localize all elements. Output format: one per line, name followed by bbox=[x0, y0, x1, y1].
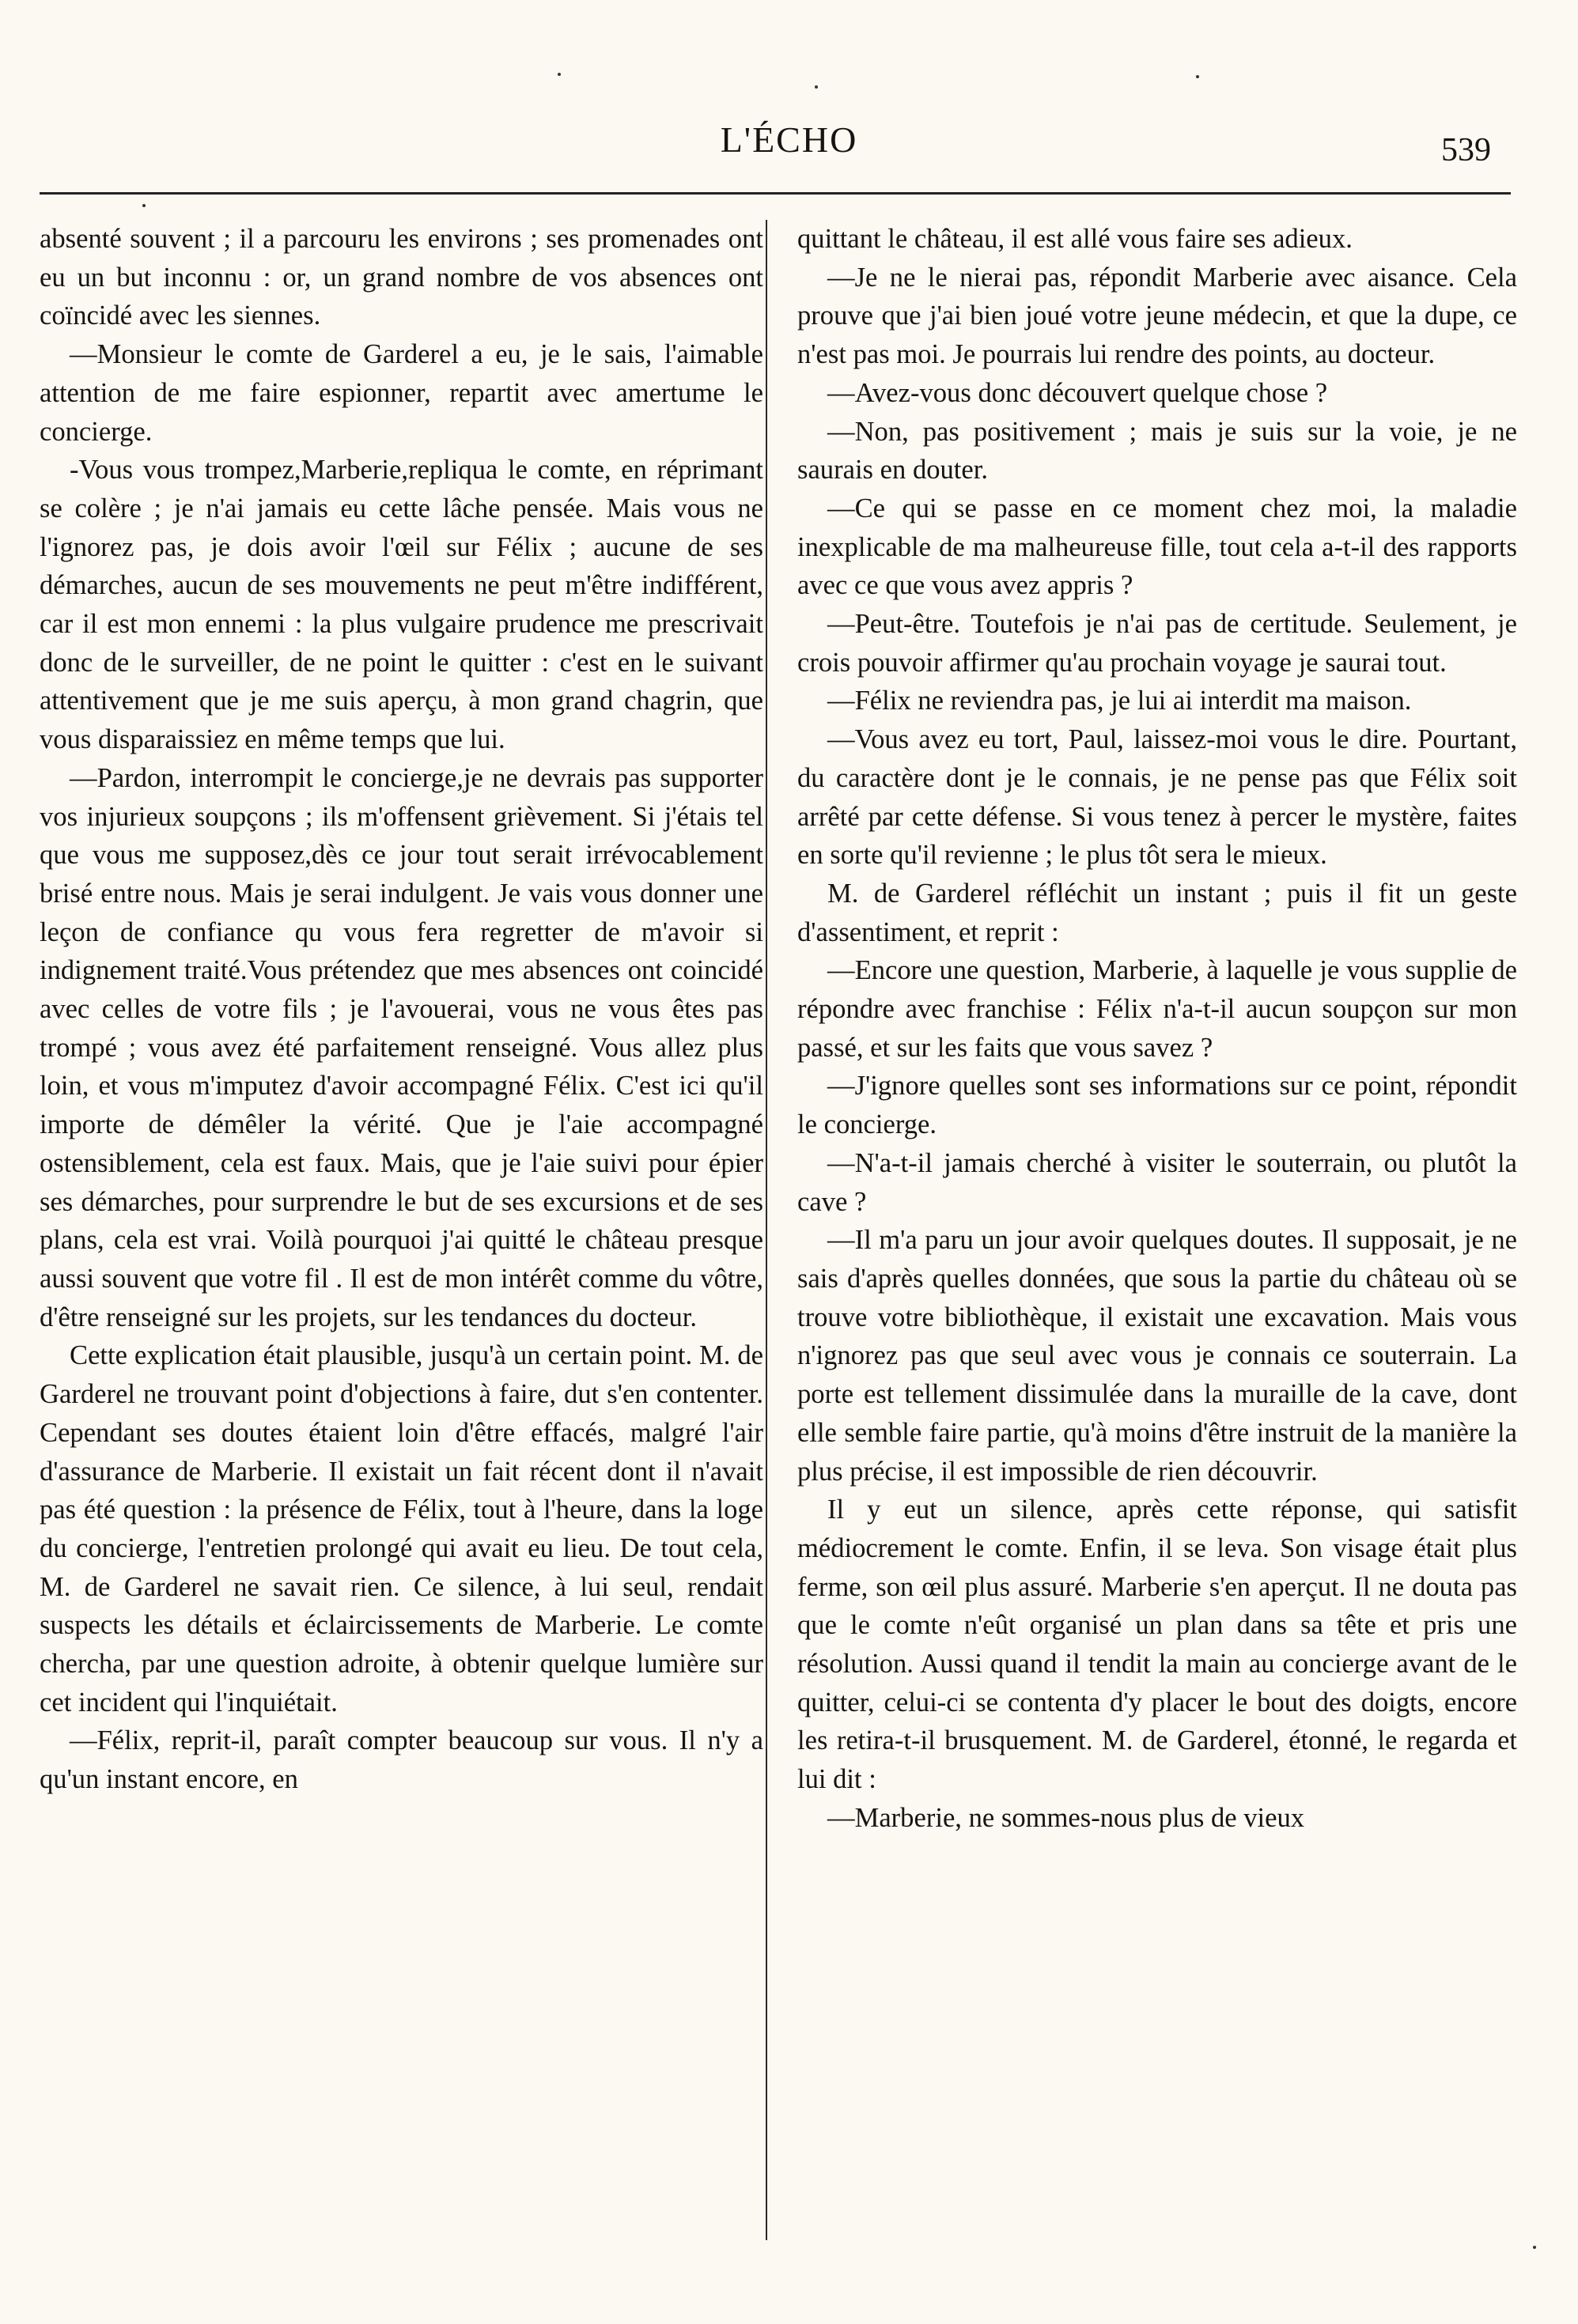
paragraph: —Ce qui se passe en ce moment chez moi, la maladie inexplicable de ma malheureuse fille, tout cela a-t-il des rapports avec ce que vous avez appris ? bbox=[797, 493, 1517, 601]
print-speck bbox=[1533, 2246, 1536, 2249]
paragraph: M. de Garderel réfléchit un instant ; puis il fit un geste d'assentiment, et reprit : bbox=[797, 878, 1517, 947]
right-column bbox=[797, 220, 1517, 1838]
paragraph: —N'a-t-il jamais cherché à visiter le souterrain, ou plutôt la cave ? bbox=[797, 1147, 1517, 1217]
paragraph: —Non, pas positivement ; mais je suis sur la voie, je ne saurais en douter. bbox=[797, 416, 1517, 486]
paragraph: —Encore une question, Marberie, à laquelle je vous supplie de répondre avec franchise : Félix n'a-t-il aucun soupçon sur mon passé, et sur les faits que vous savez ? bbox=[797, 955, 1517, 1063]
print-speck bbox=[142, 204, 146, 207]
paragraph: —Peut-être. Toutefois je n'ai pas de certitude. Seulement, je crois pouvoir affirmer qu'au prochain voyage je saurai tout. bbox=[797, 609, 1517, 678]
paragraph: —Avez-vous donc découvert quelque chose ? bbox=[827, 377, 1328, 408]
paragraph: quittant le château, il est allé vous faire ses adieux. bbox=[797, 224, 1353, 254]
print-speck bbox=[558, 73, 561, 76]
paragraph: Cette explication était plausible, jusqu'à un certain point. M. de Garderel ne trouvant point d'objections à faire, dut s'en contenter. Cependant ses doutes étaient loin d'être effacés, malgré l'air d'assurance de Marberie. Il existait un fait récent dont il n'avait pas été question : la présence de Félix, tout à l'heure, dans la loge du concierge, l'entretien prolongé qui avait eu lieu. De tout cela, M. de Garderel ne savait rien. Ce silence, à lui seul, rendait suspects les détails et éclaircissements de Marberie. Le comte chercha, par une question adroite, à obtenir quelque lumière sur cet incident qui l'inquiétait. bbox=[40, 1340, 763, 1717]
running-head bbox=[40, 119, 1538, 174]
paragraph: —Marberie, ne sommes-nous plus de vieux bbox=[827, 1802, 1305, 1833]
print-speck bbox=[815, 85, 818, 89]
paragraph: —Félix, reprit-il, paraît compter beaucoup sur vous. Il n'y a qu'un instant encore, en bbox=[40, 1725, 763, 1795]
paragraph: absenté souvent ; il a parcouru les environs ; ses promenades ont eu un but inconnu : or, un grand nombre de vos absences ont coïncidé avec les siennes. bbox=[40, 224, 763, 331]
paragraph: —Je ne le nierai pas, répondit Marberie avec aisance. Cela prouve que j'ai bien joué votre jeune médecin, et que la dupe, ce n'est pas moi. Je pourrais lui rendre des points, au docteur. bbox=[797, 262, 1517, 370]
paragraph: —Vous avez eu tort, Paul, laissez-moi vous le dire. Pourtant, du caractère dont je le connais, je ne pense pas que Félix soit arrêté par cette défense. Si vous tenez à percer le mystère, faites en sorte qu'il revienne ; le plus tôt sera le mieux. bbox=[797, 724, 1517, 871]
journal-title: L'ÉCHO bbox=[720, 119, 858, 160]
paragraph: —Pardon, interrompit le concierge,je ne devrais pas supporter vos injurieux soupçons ; ils m'offensent grièvement. Si j'étais tel que vous me supposez,dès ce jour tout serait irrévocablement brisé entre nous. Mais je serai indulgent. Je vais vous donner une leçon de confiance qu vous fera regretter de m'avoir si indignement traité.Vous prétendez que mes absences ont coincidé avec celles de votre fils ; je l'avouerai, vous ne vous êtes pas trompé ; vous avez été parfaitement renseigné. Vous allez plus loin, et vous m'imputez d'avoir accompagné Félix. C'est ici qu'il importe de démêler la vérité. Que je l'aie accompagné ostensiblement, cela est faux. Mais, que je l'aie suivi pour épier ses démarches, pour surprendre le but de ses excursions et de ses plans, cela est vrai. Voilà pourquoi j'ai quitté le château presque aussi souvent que votre fil . Il est de mon intérêt comme du vôtre, d'être renseigné sur les projets, sur les tendances du docteur. bbox=[40, 762, 763, 1332]
column-divider bbox=[766, 220, 767, 2240]
paragraph: —Félix ne reviendra pas, je lui ai interdit ma maison. bbox=[827, 686, 1412, 716]
paragraph: —Monsieur le comte de Garderel a eu, je le sais, l'aimable attention de me faire espionner, repartit avec amertume le concierge. bbox=[40, 339, 763, 447]
paragraph: —Il m'a paru un jour avoir quelques doutes. Il supposait, je ne sais d'après quelles données, que sous la partie du château où se trouve votre bibliothèque, il existait une excavation. Mais vous n'ignorez pas que seul avec vous je connais ce souterrain. La porte est tellement dissimulée dans la muraille de la cave, dont elle semble faire partie, qu'à moins d'être instruit de la manière la plus précise, il est impossible de rien découvrir. bbox=[797, 1225, 1517, 1487]
paragraph: Il y eut un silence, après cette réponse, qui satisfit médiocrement le comte. Enfin, il se leva. Son visage était plus ferme, son œil plus assuré. Marberie s'en aperçut. Il ne douta pas que le comte n'eût organisé un plan dans sa tête et pris une résolution. Aussi quand il tendit la main au concierge avant de le quitter, celui-ci se contenta d'y placer le bout des doigts, encore les retira-t-il brusquement. M. de Garderel, étonné, le regarda et lui dit : bbox=[797, 1495, 1517, 1795]
page-number: 539 bbox=[1441, 132, 1491, 168]
paragraph: —J'ignore quelles sont ses informations sur ce point, répondit le concierge. bbox=[797, 1071, 1517, 1140]
header-rule bbox=[40, 192, 1511, 195]
left-column bbox=[40, 220, 763, 1799]
print-speck bbox=[1196, 75, 1199, 78]
paragraph: -Vous vous trompez,Marberie,repliqua le comte, en réprimant se colère ; je n'ai jamais eu cette lâche pensée. Mais vous ne l'ignorez pas, je dois avoir l'œil sur Félix ; aucune de ses démarches, aucun de ses mouvements ne peut m'être indifférent, car il est mon ennemi : la plus vulgaire prudence me prescrivait donc de le surveiller, de ne point le quitter : c'est en le suivant attentivement que je me suis aperçu, à mon grand chagrin, que vous disparaissiez en même temps que lui. bbox=[40, 455, 763, 755]
